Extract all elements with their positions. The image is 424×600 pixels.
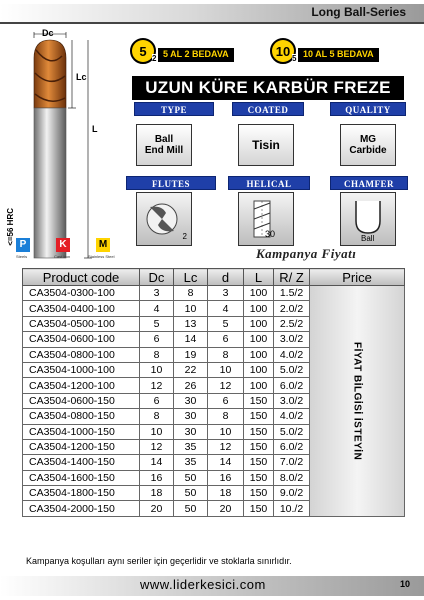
header-divider [0, 22, 424, 24]
r-z-cell: 2.5/2 [274, 316, 310, 331]
material-p-badge: P [16, 238, 30, 252]
lc-cell: 30 [174, 424, 208, 439]
dc-cell: 8 [140, 409, 174, 424]
l-cell: 100 [244, 332, 274, 347]
price-request-text: FİYAT BİLGİSİ İSTEYİN [351, 341, 363, 461]
dc-cell: 10 [140, 424, 174, 439]
d-cell: 10 [208, 362, 244, 377]
dc-cell: 3 [140, 286, 174, 301]
product-code-cell: CA3504-1000-150 [23, 424, 140, 439]
dc-cell: 4 [140, 301, 174, 316]
dc-cell: 12 [140, 439, 174, 454]
type-value-line2: End Mill [144, 145, 184, 156]
helical-box [238, 192, 294, 246]
d-cell: 10 [208, 424, 244, 439]
d-cell: 8 [208, 409, 244, 424]
flutes-icon [142, 197, 186, 241]
lc-cell: 10 [174, 301, 208, 316]
type-value-line1: Ball [154, 134, 174, 145]
website-link[interactable]: www.liderkesici.com [140, 577, 266, 592]
d-cell: 14 [208, 455, 244, 470]
product-title: UZUN KÜRE KARBÜR FREZE [132, 76, 404, 100]
col-r-z: R/ Z [274, 269, 310, 286]
material-k-badge: K [56, 238, 70, 252]
table-header-row [23, 269, 405, 286]
lc-cell: 14 [174, 332, 208, 347]
r-z-cell: 6.0/2 [274, 439, 310, 454]
material-m-label: Stainless Steel [88, 254, 115, 259]
flutes-box [136, 192, 192, 246]
lc-cell: 19 [174, 347, 208, 362]
product-code-cell: CA3504-0800-100 [23, 347, 140, 362]
r-z-cell: 5.0/2 [274, 424, 310, 439]
dc-label: Dc [42, 28, 54, 38]
product-code-cell: CA3504-1600-150 [23, 470, 140, 485]
type-box [136, 124, 192, 166]
helical-value: 30 [265, 229, 276, 239]
product-code-cell: CA3504-0600-100 [23, 332, 140, 347]
l-cell: 100 [244, 347, 274, 362]
material-m-badge: M [96, 238, 110, 252]
dc-cell: 6 [140, 332, 174, 347]
col-l: L [244, 269, 274, 286]
dc-cell: 5 [140, 316, 174, 331]
d-cell: 8 [208, 347, 244, 362]
r-z-cell: 4.0/2 [274, 347, 310, 362]
r-z-cell: 4.0/2 [274, 409, 310, 424]
product-code-cell: CA3504-0300-100 [23, 286, 140, 301]
l-cell: 150 [244, 439, 274, 454]
quality-header: QUALITY [330, 102, 406, 116]
product-code-cell: CA3504-0400-100 [23, 301, 140, 316]
dc-cell: 10 [140, 362, 174, 377]
l-label: L [92, 124, 98, 134]
header-bar [0, 0, 424, 26]
col-d: d [208, 269, 244, 286]
l-cell: 150 [244, 470, 274, 485]
product-code-cell: CA3504-2000-150 [23, 501, 140, 516]
table-row [23, 286, 405, 301]
d-cell: 20 [208, 501, 244, 516]
l-cell: 150 [244, 393, 274, 408]
material-p-label: Steels [16, 254, 28, 259]
coated-box [238, 124, 294, 166]
product-code-cell: CA3504-1200-100 [23, 378, 140, 393]
l-cell: 100 [244, 286, 274, 301]
helical-header: HELICAL [228, 176, 310, 190]
coated-header: COATED [232, 102, 304, 116]
type-header: TYPE [134, 102, 214, 116]
dc-cell: 16 [140, 470, 174, 485]
l-cell: 150 [244, 455, 274, 470]
lc-cell: 50 [174, 486, 208, 501]
lc-label: Lc [76, 72, 87, 82]
material-k-label: Cast Iron [54, 254, 71, 259]
dc-cell: 18 [140, 486, 174, 501]
lc-cell: 50 [174, 470, 208, 485]
lc-cell: 22 [174, 362, 208, 377]
dc-cell: 8 [140, 347, 174, 362]
l-cell: 150 [244, 409, 274, 424]
r-z-cell: 9.0/2 [274, 486, 310, 501]
l-cell: 100 [244, 378, 274, 393]
r-z-cell: 8.0/2 [274, 470, 310, 485]
product-code-cell: CA3504-1400-150 [23, 455, 140, 470]
l-cell: 150 [244, 424, 274, 439]
flutes-value: 2 [182, 232, 187, 241]
d-cell: 12 [208, 439, 244, 454]
lc-cell: 8 [174, 286, 208, 301]
badge-text: 5 AL 2 BEDAVA [158, 48, 234, 62]
product-table [22, 268, 405, 517]
quality-value-line1: MG [359, 134, 377, 145]
r-z-cell: 1.5/2 [274, 286, 310, 301]
product-code-cell: CA3504-1800-150 [23, 486, 140, 501]
col-product-code: Product code [23, 269, 140, 286]
lc-cell: 35 [174, 439, 208, 454]
d-cell: 3 [208, 286, 244, 301]
quality-value-line2: Carbide [349, 145, 387, 156]
d-cell: 6 [208, 393, 244, 408]
l-cell: 100 [244, 316, 274, 331]
col-lc: Lc [174, 269, 208, 286]
lc-cell: 30 [174, 393, 208, 408]
chamfer-box [340, 192, 396, 246]
chamfer-value: Ball [361, 234, 375, 243]
lc-cell: 35 [174, 455, 208, 470]
badge-number: 5 2 [130, 38, 156, 64]
l-cell: 150 [244, 486, 274, 501]
r-z-cell: 10./2 [274, 501, 310, 516]
price-cell [310, 286, 405, 517]
lc-cell: 26 [174, 378, 208, 393]
lc-cell: 13 [174, 316, 208, 331]
lc-cell: 30 [174, 409, 208, 424]
product-code-cell: CA3504-0500-100 [23, 316, 140, 331]
dc-cell: 12 [140, 378, 174, 393]
footer-bar [0, 574, 424, 596]
r-z-cell: 7.0/2 [274, 455, 310, 470]
quality-box [340, 124, 396, 166]
r-z-cell: 3.0/2 [274, 332, 310, 347]
badge-10-al-5 [270, 38, 379, 64]
l-cell: 100 [244, 362, 274, 377]
r-z-cell: 2.0/2 [274, 301, 310, 316]
r-z-cell: 3.0/2 [274, 393, 310, 408]
l-cell: 150 [244, 501, 274, 516]
r-z-cell: 5.0/2 [274, 362, 310, 377]
d-cell: 6 [208, 332, 244, 347]
page-number: 10 [399, 579, 410, 589]
flutes-header: FLUTES [126, 176, 216, 190]
d-cell: 16 [208, 470, 244, 485]
chamfer-header: CHAMFER [330, 176, 408, 190]
dc-cell: 6 [140, 393, 174, 408]
d-cell: 5 [208, 316, 244, 331]
product-code-cell: CA3504-1000-100 [23, 362, 140, 377]
product-code-cell: CA3504-0800-150 [23, 409, 140, 424]
d-cell: 18 [208, 486, 244, 501]
lc-cell: 50 [174, 501, 208, 516]
dc-cell: 20 [140, 501, 174, 516]
d-cell: 4 [208, 301, 244, 316]
r-z-cell: 6.0/2 [274, 378, 310, 393]
l-cell: 100 [244, 301, 274, 316]
tool-drawing [0, 28, 130, 268]
badge-number: 10 5 [270, 38, 296, 64]
coated-value: Tisin [252, 138, 280, 152]
col-dc: Dc [140, 269, 174, 286]
dc-cell: 14 [140, 455, 174, 470]
product-code-cell: CA3504-0600-150 [23, 393, 140, 408]
badge-5-al-2 [130, 38, 234, 64]
col-price: Price [310, 269, 405, 286]
hardness-label: <=56 HRC [6, 208, 15, 246]
product-code-cell: CA3504-1200-150 [23, 439, 140, 454]
campaign-note: Kampanya koşulları aynı seriler için geçerlidir ve stoklarla sınırlıdır. [26, 556, 292, 566]
series-title: Long Ball-Series [311, 5, 406, 19]
badge-text: 10 AL 5 BEDAVA [298, 48, 379, 62]
campaign-label: Kampanya Fiyatı [256, 246, 357, 261]
d-cell: 12 [208, 378, 244, 393]
